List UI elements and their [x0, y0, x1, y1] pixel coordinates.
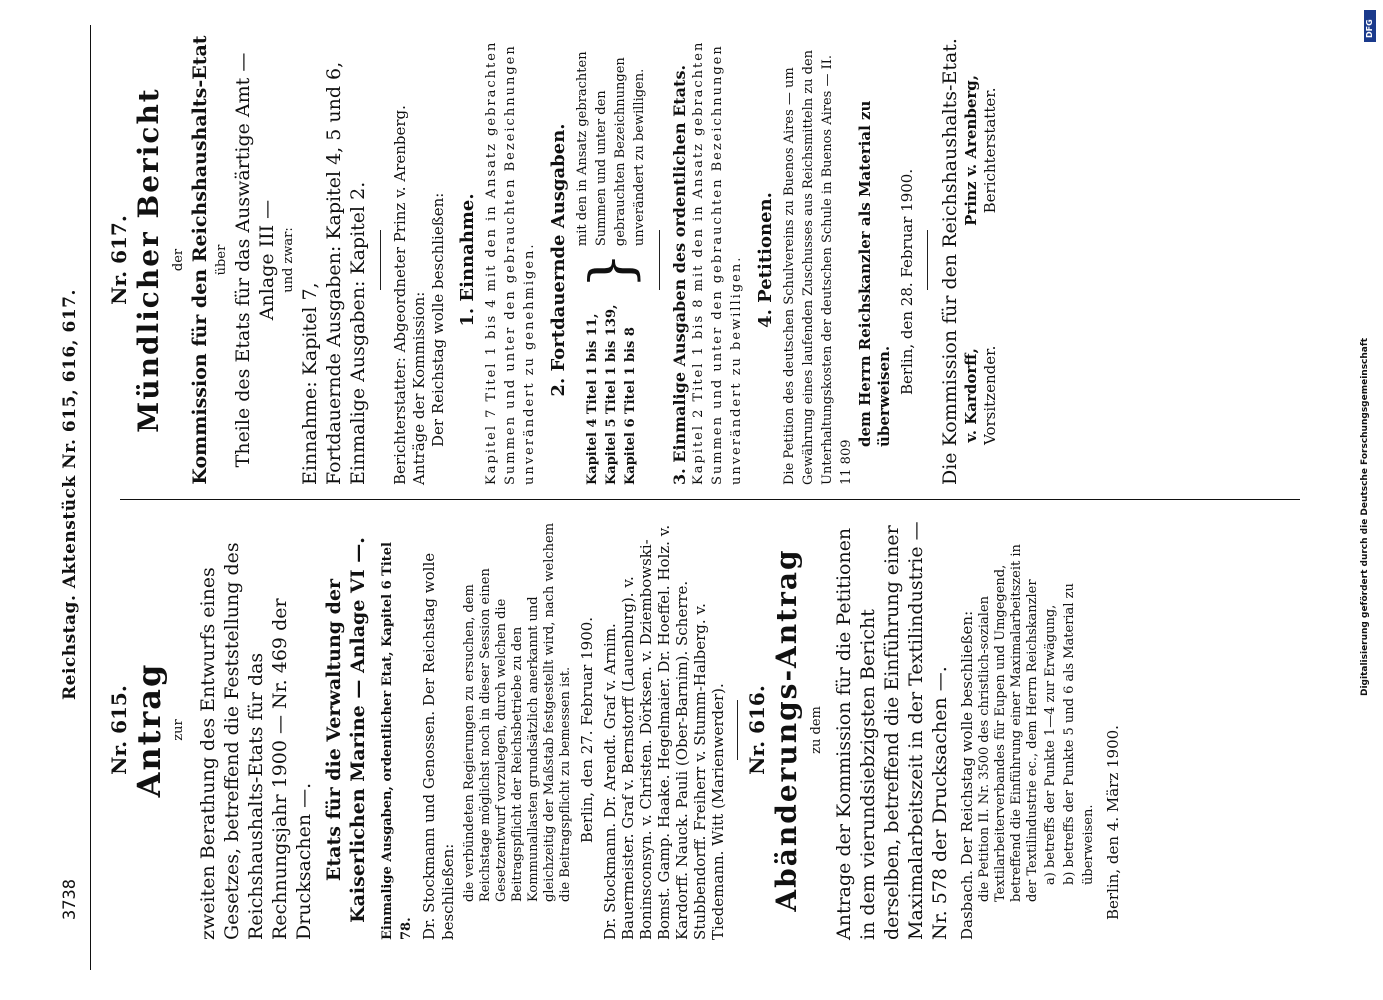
nr616-item-a: a) betreffs der Punkte 1—4 zur Erwägung,	[1043, 604, 1058, 885]
nr617-berichterstatter: Berichterstatter: Abgeordneter Prinz v. Arenberg.	[391, 105, 409, 485]
nr617-p3: Kapitel 2 Titel 1 bis 8 mit den in Ansatz gebrachten Summen und unter den gebrauchten Bezeichnungen unverändert zu bewilligen.	[691, 40, 744, 485]
nr617-theile: Theile des Etats für das Auswärtige Amt — Anlage III —	[232, 52, 278, 468]
nr617-h2: 2. Fortdauernde Ausgaben.	[548, 123, 569, 397]
nr617-ueber: über	[214, 244, 229, 276]
nr615-section: Einmalige Ausgaben, ordentlicher Etat, Kapitel 6 Titel 78.	[380, 542, 414, 940]
nr617-antraege: Anträge der Kommission:	[410, 291, 428, 485]
nr617-h4: 4. Petitionen.	[755, 192, 776, 328]
nr617-undzwar: und zwar:	[281, 227, 296, 293]
nr617-number: Nr. 617.	[107, 215, 131, 305]
sig-right-role: Berichterstatter.	[981, 87, 999, 214]
nr617-date: Berlin, den 28. Februar 1900.	[898, 168, 916, 395]
sig-right-name: Prinz v. Arenberg,	[962, 75, 980, 226]
nr617-p1: Kapitel 7 Titel 1 bis 4 mit den in Ansatz gebrachten Summen und unter den gebrauchten Bezeichnungen unverändert zu genehmigen.	[484, 40, 537, 485]
nr616-number: Nr. 616.	[745, 685, 769, 775]
nr617-kommission: Kommission für den Reichshaushalts-Etat	[189, 35, 211, 485]
brace-glyph: }	[577, 252, 645, 289]
nr615-etat: Etats für die Verwaltung der Kaiserlichen Marine — Anlage VI —.	[323, 537, 369, 923]
nr617-p4: Die Petition des deutschen Schulvereins zu Buenos Aires — um Gewährung eines laufenden Zuschusses aus Reichsmitteln zu den Unterhaltungskosten der deutschen Schule in Buenos Aires — II. 11 809	[782, 49, 854, 485]
divider	[927, 230, 928, 290]
dfg-logo: DFG	[1364, 10, 1376, 42]
nr616-date: Berlin, den 4. März 1900.	[1104, 725, 1122, 920]
sig-left-name: v. Kardorff,	[962, 348, 980, 443]
nr617-einmal: Einmalige Ausgaben: Kapitel 2.	[347, 181, 369, 485]
nr617-title: Mündlicher Bericht	[132, 87, 165, 433]
dfg-funding-text: Digitalisierung gefördert durch die Deutsche Forschungsgemeinschaft	[1360, 337, 1370, 696]
divider	[659, 230, 660, 290]
sig-left-role: Vorsitzender.	[981, 345, 999, 445]
nr616-lead: Antrage der Kommission für die Petitionen in dem vierundsiebzigsten Bericht derselben, betreffend die Einführung einer Maximalarbeitszeit in der Textilindustrie — Nr. 578 der Drucksachen —.	[833, 521, 951, 940]
nr616-body: die Petition II. Nr. 3500 des christlich-sozialen Textilarbeiterverbandes für Eupen und Umgegend, betreffend die Einführung einer Maximalarbeitszeit in der Textilindustrie ec., dem Herrn Reichskanzler	[977, 544, 1040, 902]
nr615-date: Berlin, den 27. Februar 1900.	[578, 616, 596, 844]
nr616-zudem: zu dem	[809, 706, 824, 754]
nr617-signatures	[962, 35, 1000, 485]
column-divider	[120, 499, 1300, 500]
nr617-komm-sig: Die Kommission für den Reichshaushalts-Etat.	[939, 38, 961, 485]
column-right	[107, 35, 1000, 485]
nr617-der: der	[171, 248, 186, 272]
page-header	[58, 40, 88, 960]
nr617-fortd: Fortdauernde Ausgaben: Kapitel 4, 5 und 6,	[323, 61, 345, 485]
nr617-beschl: Der Reichstag wolle beschließen:	[429, 192, 447, 447]
nr615-zur: zur	[171, 719, 186, 741]
column-left	[107, 520, 1123, 940]
nr615-mover: Dr. Stockmann und Genossen. Der Reichstag wolle beschließen:	[420, 552, 457, 940]
nr617-k4: Kapitel 4 Titel 1 bis 11,	[584, 313, 600, 485]
divider	[380, 230, 381, 290]
nr617-k-text: mit den in Ansatz gebrachten Summen und unter den gebrauchten Bezeichnungen unverändert zu bewilligen.	[575, 51, 647, 247]
nr617-k5: Kapitel 5 Titel 1 bis 139,	[603, 304, 619, 485]
nr615-lead: zweiten Berathung des Entwurfs eines Gesetzes, betreffend die Feststellung des Reichshaushalts-Etats für das Rechnungsjahr 1900 — Nr. 469 der Drucksachen —.	[197, 542, 315, 940]
header-rule	[90, 25, 91, 970]
header-title: Reichstag. Aktenstück Nr. 615, 616, 617.	[60, 289, 80, 700]
nr615-title: Antrag	[130, 662, 168, 798]
nr617-kapitel-group	[573, 35, 649, 485]
dfg-sidebar	[1358, 6, 1383, 994]
divider	[737, 700, 738, 760]
nr617-einnahme: Einnahme: Kapitel 7,	[299, 282, 321, 485]
nr617-p4b: dem Herrn Reichskanzler als Material zu überweisen.	[856, 100, 893, 447]
nr616-item-b: b) betreffs der Punkte 5 und 6 als Material zu überweisen.	[1062, 583, 1096, 885]
nr617-k6: Kapitel 6 Titel 1 bis 8	[622, 327, 638, 485]
nr615-body: die verbündeten Regierungen zu ersuchen, dem Reichstage möglichst noch in dieser Session einen Gesetzentwurf vorzulegen, durch welchen die Beitragspflicht der Reichsbetriebe zu den Kommunallasten grundsätzlich anerkannt und gleichzeitig der Maßstab festgestellt wird, nach welchem die Beitragspflicht zu bemessen ist.	[462, 522, 573, 902]
nr617-h3: 3. Einmalige Ausgaben des ordentlichen Etats.	[670, 64, 689, 485]
nr615-signers: Dr. Stockmann. Dr. Arendt. Graf v. Arnim. Bauermeister. Graf v. Bernstorff (Lauenburg). v. Boninsconsyn. v. Christen. Dörksen. v. Dziembowski-Bomst. Gamp. Haake. Hegelmaier. Dr. Hoeffel. Holz. v. Kardorff. Nauck. Pauli (Ober-Barnim). Scherre. Stubbendorff. Freiherr v. Stumm-Halberg. v. Tiedemann. Witt (Marienwerder).	[601, 524, 727, 940]
nr616-mover: Dasbach. Der Reichstag wolle beschließen:	[958, 610, 976, 940]
nr617-h1: 1. Einnahme.	[457, 193, 478, 327]
nr615-number: Nr. 615.	[107, 685, 131, 775]
nr616-title: Abänderungs-Antrag	[770, 548, 803, 912]
page-number: 3738	[60, 879, 80, 920]
